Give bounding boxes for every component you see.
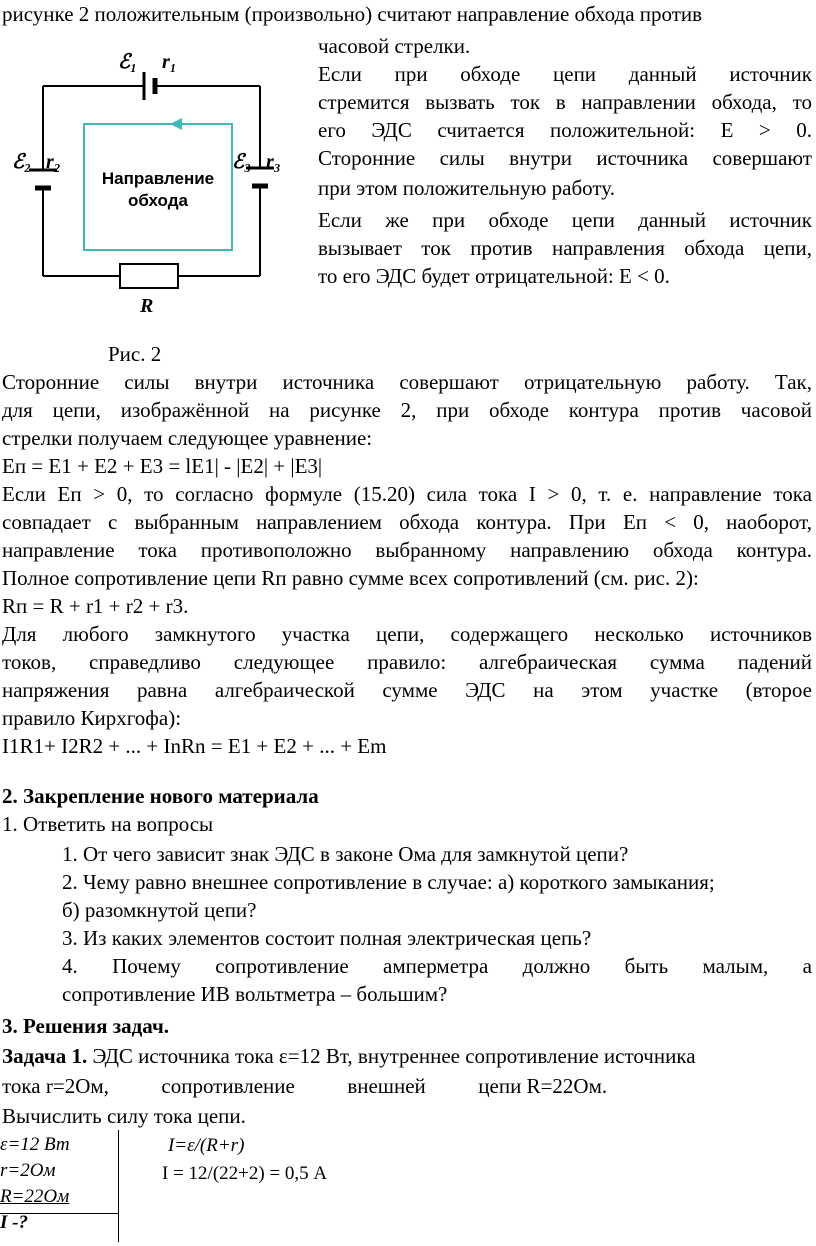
task-line [2,1042,812,1070]
text-line: напряжения равна алгебраической сумме ЭДС на этом участке (второе [2,678,812,702]
task-line: Вычислить силу тока цепи. [2,1104,246,1128]
body-text [2,368,812,760]
text-line: совпадает с выбранным направлением обхода контура. При Еп < 0, наоборот, [2,510,812,534]
e3-label: ℰ₃ [232,151,252,173]
text-line: токов, справедливо следующее правило: алгебраическая сумма падений [2,650,812,674]
text-line: то его ЭДС будет отрицательной: Е < 0. [318,264,670,288]
given-row: ε=12 Вт [0,1134,70,1155]
text-line: 1. Ответить на вопросы [2,812,214,836]
circuit-diagram [10,40,300,315]
r3-label: r₃ [266,151,281,173]
given-block [0,1132,70,1236]
question-2: 2. Чему равно внешнее сопротивление в случае: а) короткого замыкания; [62,870,715,894]
right-column [318,60,812,290]
text-line: Если при обходе цепи данный источник [318,62,812,86]
formula-line: I1R1+ I2R2 + ... + InRn = E1 + E2 + ... + Em [2,734,387,758]
text-line: правило Кирхгофа): [2,706,182,730]
e1-label: ℰ₁ [118,51,138,73]
text-line: Если же при обходе цепи данный источник [318,208,812,232]
section-heading: 2. Закрепление нового материала [2,784,319,808]
direction-label-1: Направление [101,169,215,188]
text-line: Если Еп > 0, то согласно формуле (15.20) сила тока I > 0, т. е. направление тока [2,482,812,506]
given-row: r=2Ом [0,1160,56,1181]
direction-label-2: обхода [128,191,188,210]
text-line: Сторонние силы внутри источника совершают отрицательную работу. Так, [2,370,812,394]
text-line: рисунке 2 положительным (произвольно) считают направление обхода против [2,2,703,26]
section-heading: 3. Решения задач. [2,1014,170,1038]
text-line: часовой стрелки. [318,34,471,58]
question-4-cont: сопротивление ИВ вольтметра – большим? [62,982,448,1006]
task-line: тока r=2Ом, сопротивление внешней цепи R=22Ом. [2,1074,608,1098]
text-line: для цепи, изображённой на рисунке 2, при обходе контура против часовой [2,398,812,422]
given-unknown: I -? [0,1212,28,1233]
question-2-cont: б) разомкнутой цепи? [62,898,257,922]
question-4: 4. Почему сопротивление амперметра должно быть малым, а [62,954,812,978]
formula-line: Rп = R + r1 + r2 + r3. [2,594,189,618]
text-line: вызывает ток против направления обхода цепи, [318,236,812,260]
given-row: R=22Ом [0,1186,70,1207]
resistor-label: R [140,295,154,315]
question-1: 1. От чего зависит знак ЭДС в законе Ома для замкнутой цепи? [62,842,629,866]
task-label: Задача 1. [2,1044,88,1068]
figure-caption: Рис. 2 [108,342,162,366]
text-line: при этом положительную работу. [318,176,615,200]
text-line: стрелки получаем следующее уравнение: [2,426,373,450]
given-divider [118,1130,119,1242]
resistor [120,264,178,288]
question-3: 3. Из каких элементов состоит полная электрическая цепь? [62,926,592,950]
task-text: ЭДС источника тока ε=12 Вт, внутреннее сопротивление источника [87,1044,696,1068]
text-line: направление тока противоположно выбранному направлению обхода контура. [2,538,812,562]
arrow-head [170,118,182,130]
text-line: Полное сопротивление цепи Rп равно сумме всех сопротивлений (см. рис. 2): [2,566,699,590]
text-line: его ЭДС считается положительной: Е > 0. [318,118,812,142]
formula-line: Еп = Е1 + Е2 + Е3 = lЕ1| - |Е2| + |Е3| [2,454,323,478]
text-line: стремится вызвать ток в направлении обхода, то [318,90,812,114]
solution-formula: I=ε/(R+r) [168,1135,245,1156]
solution-calc: I = 12/(22+2) = 0,5 А [162,1163,328,1184]
text-line: Сторонние силы внутри источника совершают [318,146,812,170]
r2-label: r₂ [46,151,61,173]
e2-label: ℰ₂ [12,151,32,173]
text-line: Для любого замкнутого участка цепи, содержащего несколько источников [2,622,812,646]
r1-label: r₁ [162,51,177,73]
